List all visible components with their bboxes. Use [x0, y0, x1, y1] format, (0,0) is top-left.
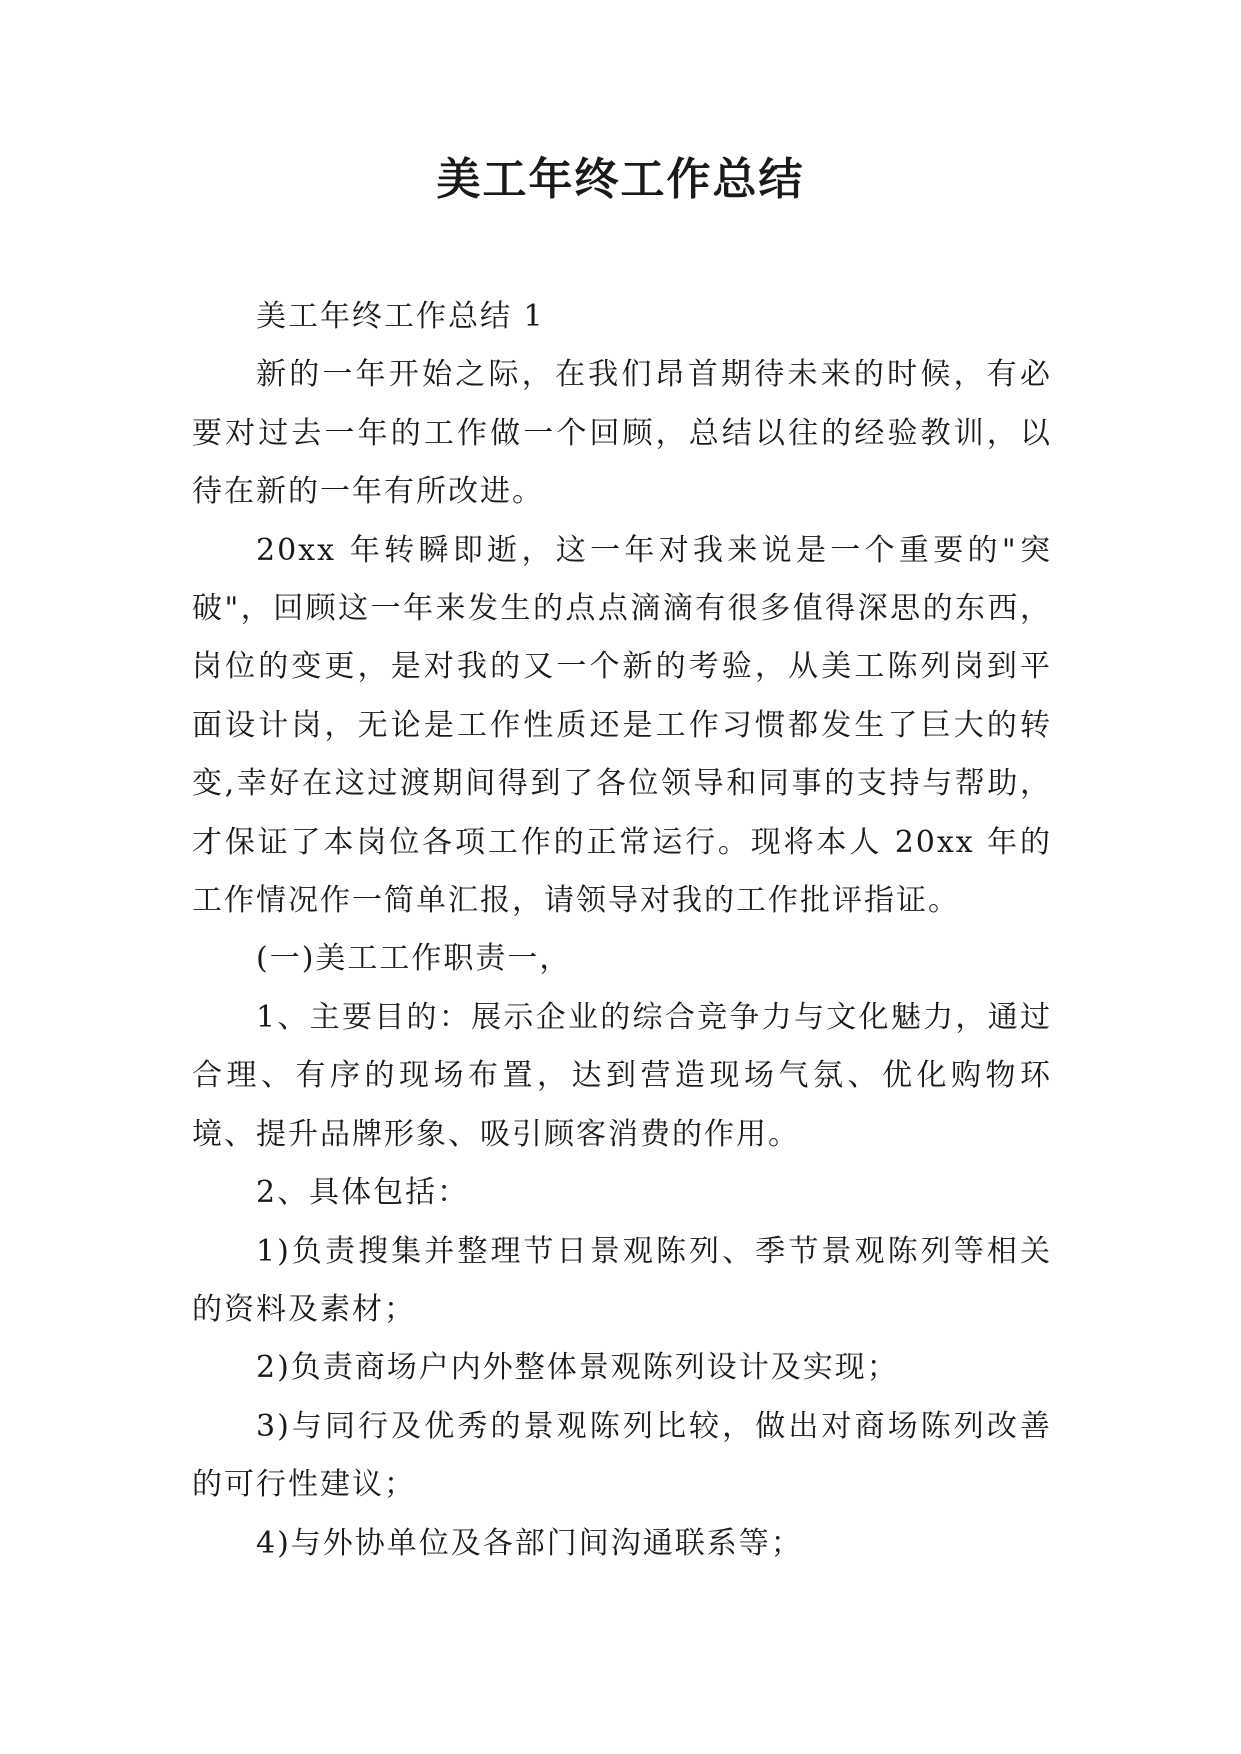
document-title: 美工年终工作总结	[436, 154, 805, 205]
list-item: 2)负责商场户内外整体景观陈列设计及实现；	[256, 1350, 899, 1386]
subsection-heading: (一)美工工作职责一，	[256, 941, 572, 977]
paragraph-review: 20xx 年转瞬即逝，这一年对我来说是一个重要的"突破"，回顾这一年来发生的点点滴滴有很多值得深思的东西，岗位的变更，是对我的又一个新的考验，从美工陈列岗到平面设计岗，无论是工作性质还是工作习惯都发生了巨大的转变,幸好在这过渡期间得到了各位领导和同事的支持与帮助，才保证了本岗位各项工作的正常运行。现将本人 20xx 年的工作情况作一简单汇报，请领导对我的工作批评指证。	[192, 532, 1052, 919]
list-item: 2、具体包括：	[256, 1175, 470, 1211]
list-item: 1、主要目的：展示企业的综合竞争力与文化魅力，通过合理、有序的现场布置，达到营造现场气氛、优化购物环境、提升品牌形象、吸引顾客消费的作用。	[192, 999, 1052, 1152]
section-heading: 美工年终工作总结 1	[256, 299, 545, 334]
list-item: 3)与同行及优秀的景观陈列比较，做出对商场陈列改善的可行性建议；	[192, 1408, 1052, 1503]
list-item: 1)负责搜集并整理节日景观陈列、季节景观陈列等相关的资料及素材；	[192, 1233, 1052, 1327]
paragraph-intro: 新的一年开始之际，在我们昂首期待未来的时候，有必要对过去一年的工作做一个回顾，总结以往的经验教训，以待在新的一年有所改进。	[192, 357, 1052, 510]
list-item: 4)与外协单位及各部门间沟通联系等；	[256, 1525, 803, 1561]
document-body	[192, 288, 1052, 1573]
